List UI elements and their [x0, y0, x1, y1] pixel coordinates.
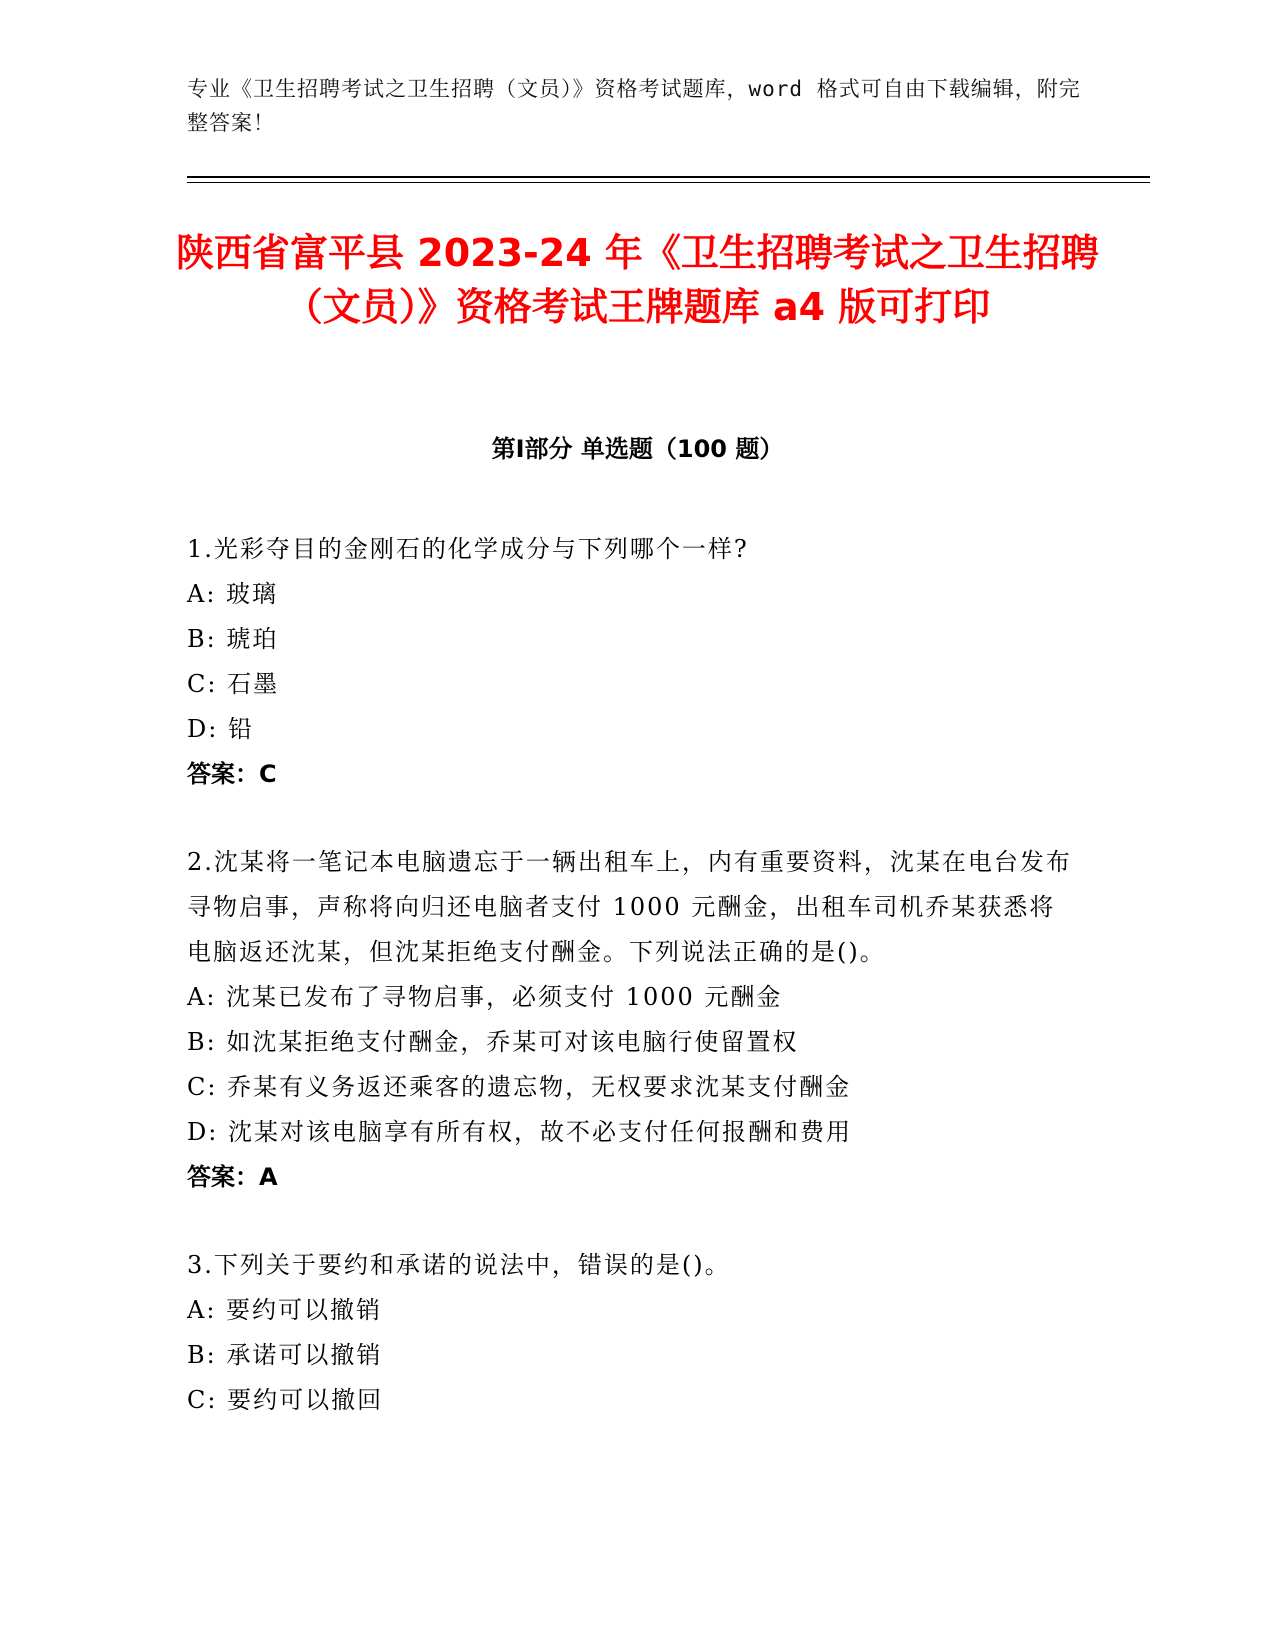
question-stem: 3.下列关于要约和承诺的说法中，错误的是()。 — [187, 1251, 731, 1279]
header-rule-thick — [187, 176, 1150, 178]
option-d: D: 铅 — [187, 715, 254, 743]
option-b: B: 如沈某拒绝支付酬金，乔某可对该电脑行使留置权 — [187, 1028, 799, 1056]
question-gap — [187, 797, 1077, 840]
question-gap — [187, 1200, 1077, 1243]
document-title: 陕西省富平县 2023-24 年《卫生招聘考试之卫生招聘（文员）》资格考试王牌题库 a4 版可打印 — [176, 231, 1099, 329]
option-a: A: 要约可以撤销 — [187, 1296, 383, 1324]
question-3 — [187, 1243, 1077, 1423]
question-stem: 1.光彩夺目的金刚石的化学成分与下列哪个一样? — [187, 535, 749, 563]
question-2 — [187, 840, 1077, 1200]
option-a: A: 沈某已发布了寻物启事，必须支付 1000 元酬金 — [187, 983, 783, 1011]
option-c: C: 石墨 — [187, 670, 280, 698]
section-title: 第Ⅰ部分 单选题（100 题） — [491, 435, 784, 463]
header-note: 专业《卫生招聘考试之卫生招聘（文员）》资格考试题库，word 格式可自由下载编辑，附完整答案！ — [187, 77, 1081, 135]
option-d: D: 沈某对该电脑享有所有权，故不必支付任何报酬和费用 — [187, 1118, 852, 1146]
option-b: B: 琥珀 — [187, 625, 279, 653]
option-b: B: 承诺可以撤销 — [187, 1341, 383, 1369]
option-c: C: 乔某有义务返还乘客的遗忘物，无权要求沈某支付酬金 — [187, 1073, 852, 1101]
question-1 — [187, 527, 1077, 797]
header-rule-thin — [187, 182, 1150, 183]
question-stem: 2.沈某将一笔记本电脑遗忘于一辆出租车上，内有重要资料，沈某在电台发布寻物启事，声称将向归还电脑者支付 1000 元酬金，出租车司机乔某获悉将电脑返还沈某，但沈某拒绝支付酬金。下列说法正确的是()。 — [187, 848, 1072, 966]
answer: 答案：A — [187, 1163, 278, 1191]
question-list — [187, 527, 1077, 1423]
option-c: C: 要约可以撤回 — [187, 1386, 384, 1414]
answer: 答案：C — [187, 760, 277, 788]
option-a: A: 玻璃 — [187, 580, 279, 608]
